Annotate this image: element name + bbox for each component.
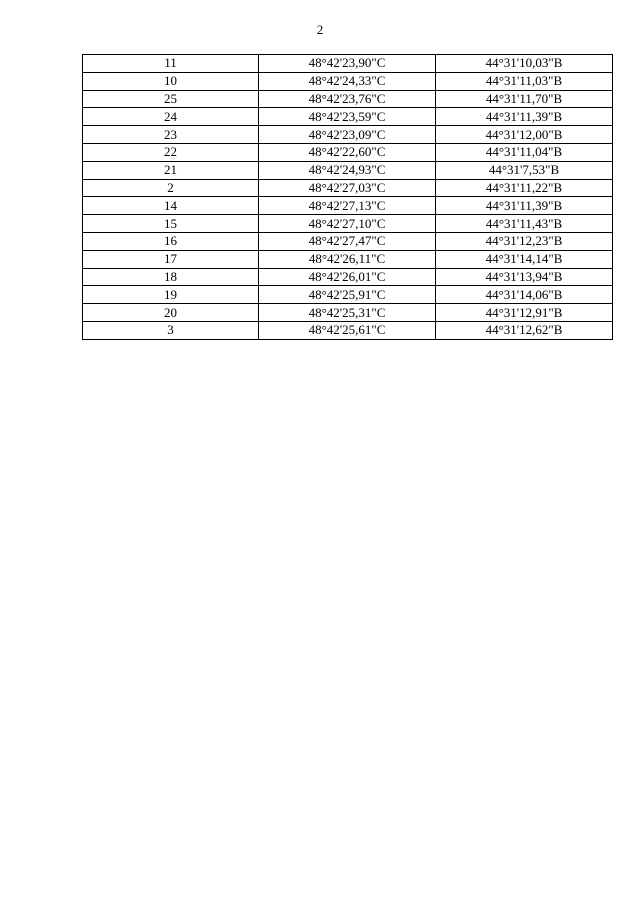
point-number-cell: 24 — [83, 108, 259, 126]
point-number-cell: 10 — [83, 72, 259, 90]
point-number-cell: 3 — [83, 321, 259, 339]
point-number-cell: 2 — [83, 179, 259, 197]
table-row — [83, 304, 613, 322]
latitude-cell: 48°42'23,59"С — [259, 108, 436, 126]
longitude-cell: 44°31'11,39"В — [436, 108, 613, 126]
table-row — [83, 215, 613, 233]
longitude-cell: 44°31'11,03"В — [436, 72, 613, 90]
point-number-cell: 15 — [83, 215, 259, 233]
latitude-cell: 48°42'25,31"С — [259, 304, 436, 322]
longitude-cell: 44°31'11,43"В — [436, 215, 613, 233]
longitude-cell: 44°31'12,00"В — [436, 126, 613, 144]
page-number: 2 — [316, 22, 324, 37]
latitude-cell: 48°42'26,11"С — [259, 250, 436, 268]
table-row — [83, 321, 613, 339]
longitude-cell: 44°31'12,91"В — [436, 304, 613, 322]
point-number-cell: 25 — [83, 90, 259, 108]
latitude-cell: 48°42'23,76"С — [259, 90, 436, 108]
point-number-cell: 22 — [83, 143, 259, 161]
table-row — [83, 126, 613, 144]
point-number-cell: 16 — [83, 232, 259, 250]
point-number-cell: 20 — [83, 304, 259, 322]
point-number-cell: 17 — [83, 250, 259, 268]
latitude-cell: 48°42'26,01"С — [259, 268, 436, 286]
table-row — [83, 179, 613, 197]
point-number-cell: 19 — [83, 286, 259, 304]
latitude-cell: 48°42'27,13"С — [259, 197, 436, 215]
table-row — [83, 268, 613, 286]
table-row — [83, 232, 613, 250]
latitude-cell: 48°42'23,90"С — [259, 55, 436, 73]
table-row — [83, 108, 613, 126]
latitude-cell: 48°42'25,91"С — [259, 286, 436, 304]
point-number-cell: 21 — [83, 161, 259, 179]
longitude-cell: 44°31'11,22"В — [436, 179, 613, 197]
latitude-cell: 48°42'22,60"С — [259, 143, 436, 161]
longitude-cell: 44°31'14,14"В — [436, 250, 613, 268]
latitude-cell: 48°42'27,03"С — [259, 179, 436, 197]
latitude-cell: 48°42'25,61"С — [259, 321, 436, 339]
longitude-cell: 44°31'13,94"В — [436, 268, 613, 286]
longitude-cell: 44°31'7,53"В — [436, 161, 613, 179]
table-row — [83, 55, 613, 73]
table-row — [83, 161, 613, 179]
latitude-cell: 48°42'27,47"С — [259, 232, 436, 250]
point-number-cell: 11 — [83, 55, 259, 73]
coordinates-table-body — [83, 55, 613, 340]
latitude-cell: 48°42'27,10"С — [259, 215, 436, 233]
table-row — [83, 250, 613, 268]
longitude-cell: 44°31'14,06"В — [436, 286, 613, 304]
longitude-cell: 44°31'11,04"В — [436, 143, 613, 161]
longitude-cell: 44°31'11,39"В — [436, 197, 613, 215]
longitude-cell: 44°31'11,70"В — [436, 90, 613, 108]
table-row — [83, 197, 613, 215]
table-row — [83, 72, 613, 90]
point-number-cell: 14 — [83, 197, 259, 215]
coordinates-table — [82, 54, 613, 340]
latitude-cell: 48°42'24,93"С — [259, 161, 436, 179]
longitude-cell: 44°31'12,62"В — [436, 321, 613, 339]
longitude-cell: 44°31'10,03"В — [436, 55, 613, 73]
table-row — [83, 286, 613, 304]
longitude-cell: 44°31'12,23"В — [436, 232, 613, 250]
point-number-cell: 18 — [83, 268, 259, 286]
latitude-cell: 48°42'24,33"С — [259, 72, 436, 90]
table-row — [83, 143, 613, 161]
latitude-cell: 48°42'23,09"С — [259, 126, 436, 144]
point-number-cell: 23 — [83, 126, 259, 144]
table-row — [83, 90, 613, 108]
